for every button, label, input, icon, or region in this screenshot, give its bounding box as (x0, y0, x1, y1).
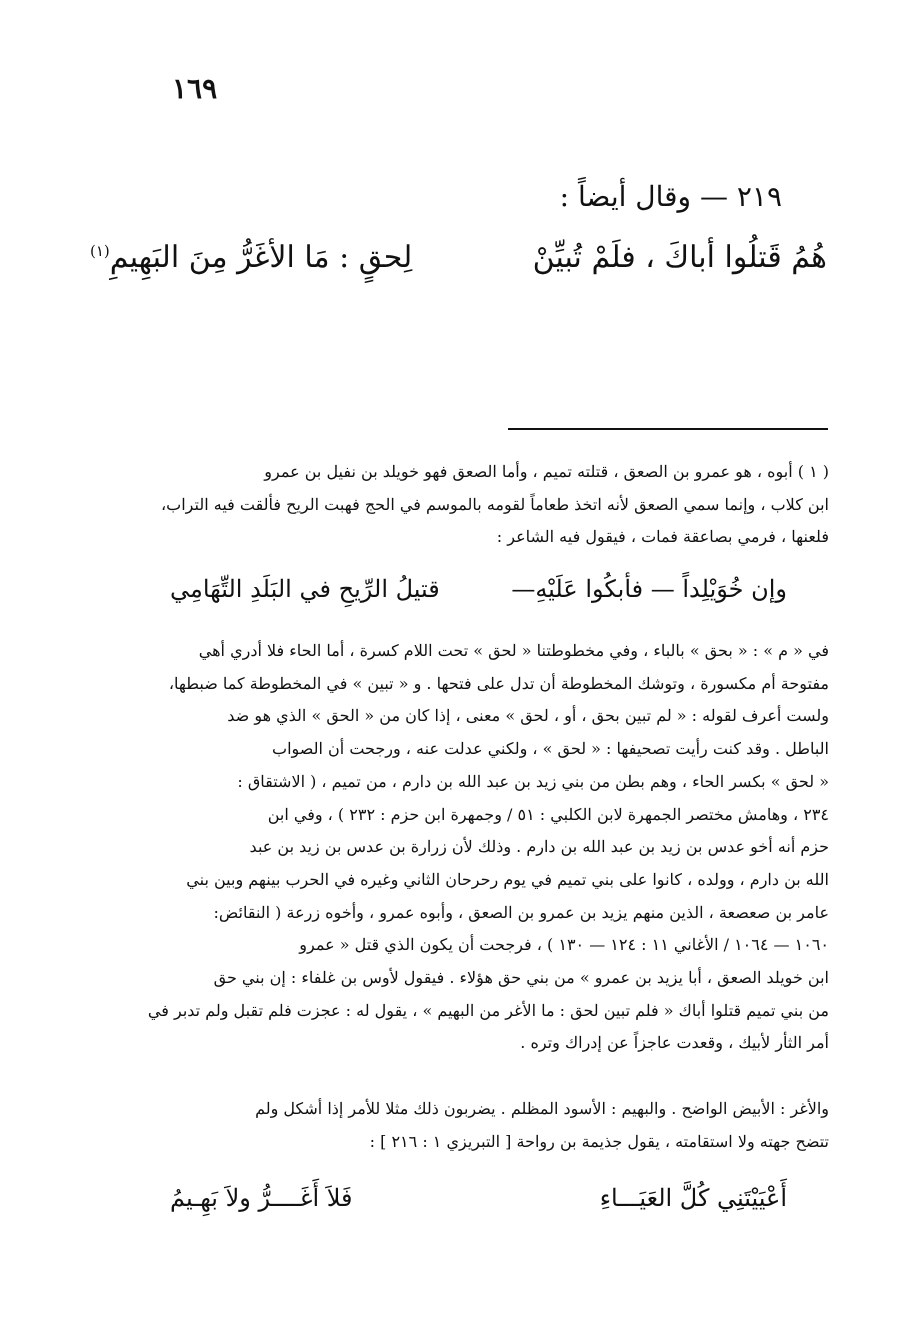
footnote-line: ٢٣٤ ، وهامش مختصر الجمهرة لابن الكلبي : ٥١ / وجمهرة ابن حزم : ٢٣٢ ) ، وفي ابن (267, 804, 829, 824)
footnote-line: ولست أعرف لقوله : « لم تبين بحق ، أو ، لحق » معنى ، إذا كان من « الحق » الذي هو ضد (227, 706, 829, 726)
quoted-verse-1 (170, 575, 787, 603)
footnote-line: حزم أنه أخو عدس بن زيد بن عبد الله بن دارم . وذلك لأن زرارة بن عدس بن زيد بن عبد (249, 837, 829, 857)
footnote-line: مفتوحة أم مكسورة ، وتوشك المخطوطة أن تدل على فتحها . و « تبين » في المخطوطة كما ضبطها، (168, 673, 829, 693)
footnote-line: فلعنها ، فرمي بصاعقة فمات ، فيقول فيه الشاعر : (496, 527, 829, 546)
verse-first-hemistich: هُمُ قَتلُوا أباكَ ، فلَمْ تُبيِّنْ (532, 240, 827, 275)
quoted-verse-2-first: أَعْيَيْتَنِي كُلَّ العَيَـــاءِ (599, 1184, 787, 1212)
footnote-line: من بني تميم قتلوا أباك « فلم تبين لحق : ما الأغر من البهيم » ، يقول له : عجزت فلم تقبل ولم تدبر في (147, 1000, 829, 1020)
footnote-final (82, 1093, 829, 1158)
footnote-line: أمر الثأر لأبيك ، وقعدت عاجزاً عن إدراك وتره . (520, 1033, 829, 1053)
footnote-commentary (82, 635, 829, 1060)
footnote-line: في « م » : « بحق » بالباء ، وفي مخطوطتنا « لحق » تحت اللام كسرة ، أما الحاء فلا أدري أهي (198, 641, 829, 660)
footnote-line: ١٠٦٠ — ١٠٦٤ / الأغاني ١١ : ١٢٤ — ١٣٠ ) ، فرجحت أن يكون الذي قتل « عمرو (299, 935, 829, 955)
footnote-line: الله بن دارم ، وولده ، كانوا على بني تميم في يوم رحرحان الثاني وغيره في الحرب بينهم وبين بني (186, 869, 829, 889)
footnote-intro (82, 456, 829, 554)
poem-heading: ٢١٩ — وقال أيضاً : (559, 180, 782, 213)
page-number: ١٦٩ (172, 72, 218, 105)
verse-second-hemistich (90, 240, 412, 275)
footnote-line: والأغر : الأبيض الواضح . والبهيم : الأسود المظلم . يضربون ذلك مثلا للأمر إذا أشكل ولم (255, 1099, 829, 1118)
footnote-line: الباطل . وقد كنت رأيت تصحيفها : « لحق » ، ولكني عدلت عنه ، ورجحت أن الصواب (272, 739, 829, 759)
quoted-verse-1-second: قتيلُ الرِّيحِ في البَلَدِ التِّهَامِي (170, 575, 440, 603)
footnote-separator (508, 428, 828, 430)
footnote-line: ابن كلاب ، وإنما سمي الصعق لأنه اتخذ طعاماً لقومه بالموسم في الحج فهبت الريح فألقت فيه التراب، (161, 494, 829, 514)
footnote-marker: (١) (90, 242, 110, 260)
footnote-line: « لحق » بكسر الحاء ، وهم بطن من بني زيد بن عبد الله بن دارم ، من تميم ، ( الاشتقاق : (237, 771, 829, 791)
footnote-line: تتضح جهته ولا استقامته ، يقول جذيمة بن رواحة [ التبريزي ١ : ٢١٦ ] : (369, 1131, 829, 1151)
footnote-line: ( ١ ) أبوه ، هو عمرو بن الصعق ، قتلته تميم ، وأما الصعق فهو خويلد بن نفيل بن عمرو (264, 462, 829, 481)
quoted-verse-2-second: فَلاَ أَغَــــرُّ ولاَ بَهِـيمُ (170, 1184, 353, 1212)
footnote-line: ابن خويلد الصعق ، أبا يزيد بن عمرو » من بني حق هؤلاء . فيقول لأوس بن غلفاء : إن بني حق (213, 968, 829, 988)
poem-verse (90, 240, 827, 275)
quoted-verse-1-first: وإن خُوَيْلِداً — فأبكُوا عَلَيْهِ— (511, 575, 787, 603)
verse-second-hemistich-text: لِحقٍ : مَا الأغَرُّ مِنَ البَهِيمِ (109, 240, 413, 275)
quoted-verse-2 (170, 1184, 787, 1212)
footnote-line: عامر بن صعصعة ، الذين منهم يزيد بن عمرو بن الصعق ، وأبوه عمرو ، وأخوه زرعة ( النقائض: (213, 902, 829, 922)
